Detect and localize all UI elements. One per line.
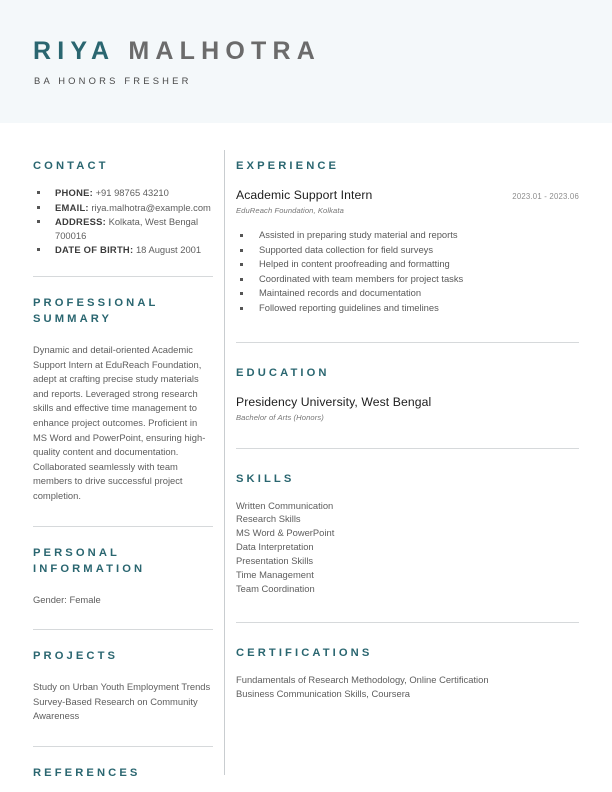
headline-subtitle: BA HONORS FRESHER xyxy=(34,75,192,86)
experience-bullet: Supported data collection for field surveys xyxy=(236,243,579,258)
contact-value-dob: 18 August 2001 xyxy=(135,244,202,256)
spacer xyxy=(236,422,579,448)
section-education xyxy=(236,365,579,422)
spacer xyxy=(236,623,579,645)
experience-date: 2023.01 - 2023.06 xyxy=(512,192,579,201)
candidate-name xyxy=(33,37,321,66)
section-references xyxy=(33,765,213,781)
section-experience xyxy=(236,158,579,316)
column-divider xyxy=(224,150,225,775)
contact-list xyxy=(33,186,213,257)
certification-item: Fundamentals of Research Methodology, Online Certification xyxy=(236,673,489,685)
personal-information-text: Gender: Female xyxy=(33,593,101,605)
section-professional-summary xyxy=(33,295,213,504)
section-heading-projects: PROJECTS xyxy=(33,650,119,663)
experience-title: Academic Support Intern xyxy=(236,188,373,202)
contact-label-phone: PHONE: xyxy=(55,187,93,198)
section-projects xyxy=(33,648,213,724)
section-heading-references: REFERENCES xyxy=(33,766,141,779)
experience-bullet-list xyxy=(236,228,579,316)
spacer xyxy=(236,449,579,471)
section-heading-certifications: CERTIFICATIONS xyxy=(236,646,373,659)
contact-value-address: Kolkata, West Bengal 700016 xyxy=(55,216,199,241)
section-heading-skills: SKILLS xyxy=(236,472,295,485)
contact-value-phone: +91 98765 43210 xyxy=(95,187,169,198)
spacer xyxy=(33,504,213,526)
skill-item: Written Communication xyxy=(236,499,334,511)
spacer xyxy=(236,596,579,622)
section-heading-professional-summary-line1: PROFESSIONAL xyxy=(33,296,159,309)
contact-value-email: riya.malhotra@example.com xyxy=(91,201,211,213)
section-personal-information xyxy=(33,545,213,608)
certification-item: Business Communication Skills, Coursera xyxy=(236,687,411,699)
projects-text: Study on Urban Youth Employment Trends Survey-Based Research on Community Awareness xyxy=(33,681,211,722)
contact-item-email xyxy=(33,201,213,215)
experience-bullet: Assisted in preparing study material and reports xyxy=(236,228,579,243)
contact-item-phone xyxy=(33,186,213,200)
spacer xyxy=(33,630,213,648)
education-institution: Presidency University, West Bengal xyxy=(236,394,432,409)
skill-item: Team Coordination xyxy=(236,583,315,594)
contact-label-email: EMAIL: xyxy=(55,201,89,213)
experience-bullet: Helped in content proofreading and formatting xyxy=(236,257,579,272)
contact-item-dob xyxy=(33,243,213,257)
section-heading-professional-summary-line2: SUMMARY xyxy=(33,312,113,325)
education-degree: Bachelor of Arts (Honors) xyxy=(236,412,324,422)
spacer xyxy=(33,527,213,545)
experience-bullet: Maintained records and documentation xyxy=(236,286,579,301)
spacer xyxy=(236,316,579,342)
first-name: RIYA xyxy=(33,37,116,65)
experience-bullet: Followed reporting guidelines and timelines xyxy=(236,301,579,316)
section-contact xyxy=(33,158,213,257)
spacer xyxy=(33,747,213,765)
spacer xyxy=(33,724,213,746)
spacer xyxy=(236,343,579,365)
left-column xyxy=(33,158,213,781)
skills-list xyxy=(236,499,579,596)
skill-item: MS Word & PowerPoint xyxy=(236,527,335,539)
spacer xyxy=(33,258,213,276)
experience-bullet: Coordinated with team members for project tasks xyxy=(236,272,579,287)
section-heading-experience: EXPERIENCE xyxy=(236,160,340,172)
section-heading-contact: CONTACT xyxy=(33,160,109,172)
section-skills xyxy=(236,471,579,596)
experience-entry-header xyxy=(236,188,579,202)
education-entry-header xyxy=(236,395,579,409)
skill-item: Research Skills xyxy=(236,513,301,525)
skill-item: Presentation Skills xyxy=(236,555,314,567)
section-heading-education: EDUCATION xyxy=(236,366,330,379)
contact-label-address: ADDRESS: xyxy=(55,216,106,228)
last-name: MALHOTRA xyxy=(128,37,322,65)
certifications-list xyxy=(236,673,579,701)
experience-organization: EduReach Foundation, Kolkata xyxy=(236,206,344,215)
spacer xyxy=(33,277,213,295)
section-certifications xyxy=(236,645,579,701)
skill-item: Data Interpretation xyxy=(236,541,314,553)
professional-summary-text: Dynamic and detail-oriented Academic Support Intern at EduReach Foundation, adept at crafting precise study materials and reports. Leveraged strong research skills and effective time management to enhance project outcomes. Proficient in MS Word and PowerPoint, ensuring high-quality content and documentation. Collaborated seamlessly with team members to drive successful project completion. xyxy=(33,343,206,501)
contact-item-address xyxy=(33,215,213,242)
section-heading-personal-information-line1: PERSONAL xyxy=(33,546,120,559)
spacer xyxy=(33,607,213,629)
contact-label-dob: DATE OF BIRTH: xyxy=(55,244,134,256)
skill-item: Time Management xyxy=(236,569,314,581)
right-column xyxy=(236,158,579,701)
section-heading-personal-information-line2: INFORMATION xyxy=(33,562,146,575)
